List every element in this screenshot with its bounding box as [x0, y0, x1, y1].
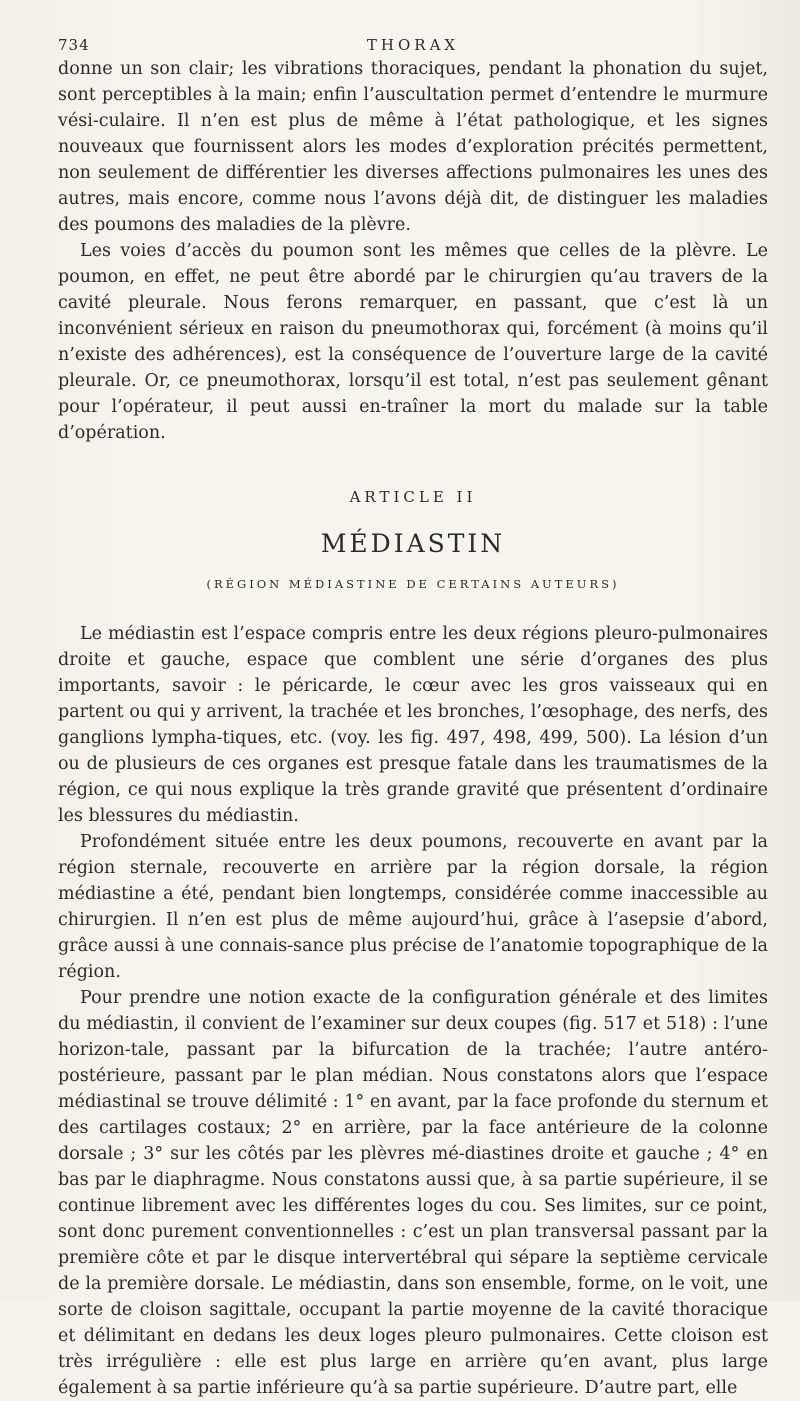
page-body: [58, 56, 768, 1401]
page-number: 734: [58, 36, 90, 54]
paragraph: Les voies d’accès du poumon sont les mêmes que celles de la plèvre. Le poumon, en effet, ne peut être abordé par le chirurgien qu’au travers de la cavité pleurale. Nous ferons remarquer, en passant, que c’est là un inconvénient sérieux en raison du pneumothorax qui, forcément (à moins qu’il n’existe des adhérences), est la conséquence de l’ouverture large de la cavité pleurale. Or, ce pneumothorax, lorsqu’il est total, n’est pas seulement gênant pour l’opérateur, il peut aussi en-traîner la mort du malade sur la table d’opération.: [58, 241, 768, 443]
running-title: THORAX: [366, 36, 460, 54]
paragraph: Le médiastin est l’espace compris entre les deux régions pleuro-pulmonaires droite et gauche, espace que comblent une série d’organes des plus importants, savoir : le péricarde, le cœur avec les gros vaisseaux qui en partent ou qui y arrivent, la trachée et les bronches, l’œsophage, des nerfs, des ganglions lympha-tiques, etc. (voy. les fig. 497, 498, 499, 500). La lésion d’un ou de plusieurs de ces organes est presque fatale dans les traumatismes de la région, ce qui nous explique la très grande gravité que présentent d’ordinaire les blessures du médiastin.: [58, 624, 768, 826]
article-heading: ARTICLE II: [349, 488, 477, 506]
running-head: [58, 24, 768, 56]
section-subtitle: (RÉGION MÉDIASTINE DE CERTAINS AUTEURS): [206, 577, 620, 591]
paragraph: donne un son clair; les vibrations thoraciques, pendant la phonation du sujet, sont perceptibles à la main; enfin l’auscultation permet d’entendre le murmure vési-culaire. Il n’en est plus de même à l’état pathologique, et les signes nouveaux que fournissent alors les modes d’exploration précités permettent, non seulement de différentier les diverses affections pulmonaires les unes des autres, mais encore, comme nous l’avons déjà dit, de distinguer les maladies des poumons des maladies de la plèvre.: [58, 59, 768, 235]
section-title: MÉDIASTIN: [320, 529, 506, 558]
paragraph: Pour prendre une notion exacte de la configuration générale et des limites du médiastin, il convient de l’examiner sur deux coupes (fig. 517 et 518) : l’une horizon-tale, passant par la bifurcation de la trachée; l’autre antéro-postérieure, passant par le plan médian. Nous constatons alors que l’espace médiastinal se trouve délimité : 1° en avant, par la face profonde du sternum et des cartilages costaux; 2° en arrière, par la face antérieure de la colonne dorsale ; 3° sur les côtés par les plèvres mé-diastines droite et gauche ; 4° en bas par le diaphragme. Nous constatons aussi que, à sa partie supérieure, il se continue librement avec les différentes loges du cou. Ses limites, sur ce point, sont donc purement conventionnelles : c’est un plan transversal passant par la première côte et par le disque intervertébral qui sépare la septième cervicale de la première dorsale. Le médiastin, dans son ensemble, forme, on le voit, une sorte de cloison sagittale, occupant la partie moyenne de la cavité thoracique et délimitant en dedans les deux loges pleuro pulmonaires. Cette cloison est très irrégulière : elle est plus large en arrière qu’en avant, plus large également à sa partie inférieure qu’à sa partie supérieure. D’autre part, elle: [58, 988, 768, 1398]
paragraph: Profondément située entre les deux poumons, recouverte en avant par la région sternale, recouverte en arrière par la région dorsale, la région médiastine a été, pendant bien longtemps, considérée comme inaccessible au chirurgien. Il n’en est plus de même aujourd’hui, grâce à l’asepsie d’abord, grâce aussi à une connais-sance plus précise de l’anatomie topographique de la région.: [58, 832, 768, 982]
